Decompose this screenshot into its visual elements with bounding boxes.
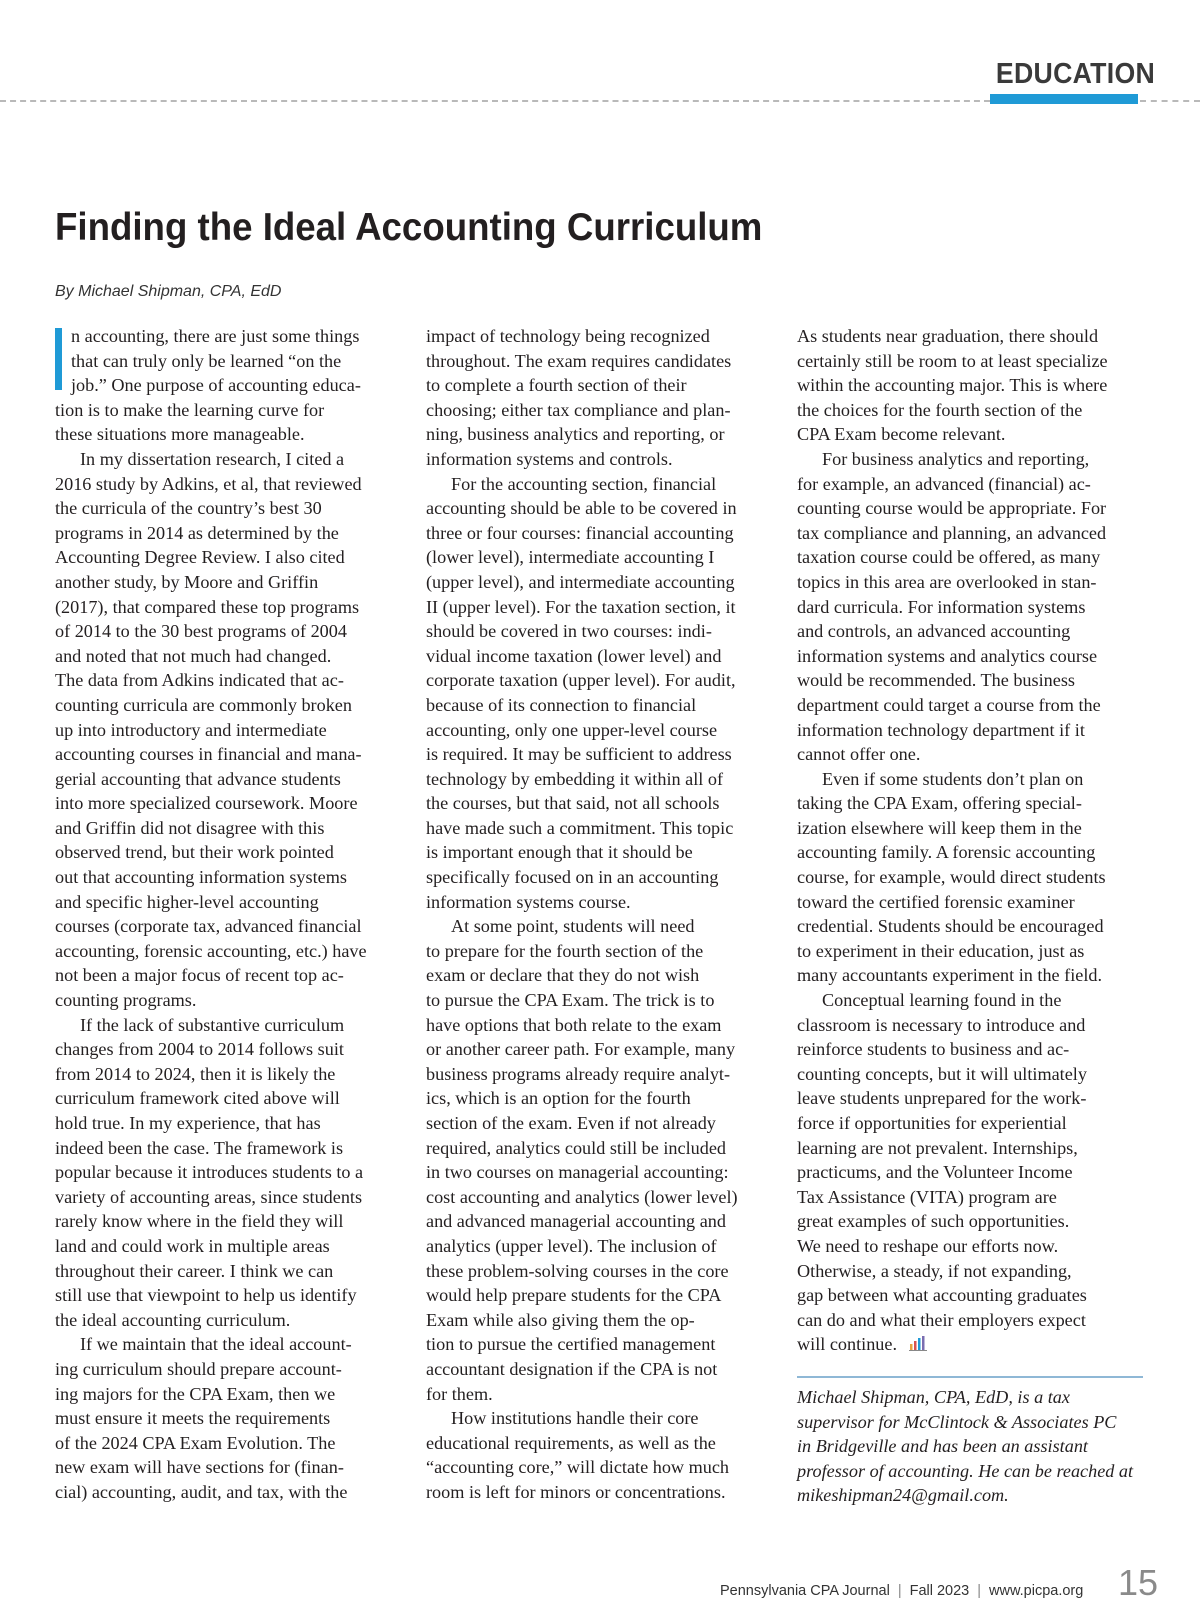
body-line: accounting, only one upper-level course xyxy=(426,719,718,740)
body-line: section of the exam. Even if not already xyxy=(426,1113,716,1133)
body-line: ization elsewhere will keep them in the xyxy=(797,817,1082,838)
body-line: is important enough that it should be xyxy=(426,842,693,863)
body-line: certainly still be room to at least specialize xyxy=(797,350,1108,371)
body-line: Otherwise, a steady, if not expanding, xyxy=(797,1260,1072,1281)
website-link[interactable]: www.picpa.org xyxy=(989,1583,1084,1599)
footer-separator: | xyxy=(897,1583,902,1599)
body-line: and advanced managerial accounting and xyxy=(426,1211,726,1232)
article-title: Finding the Ideal Accounting Curriculum xyxy=(55,206,763,249)
body-line: Conceptual learning found in the xyxy=(822,990,1062,1011)
body-line: of 2014 to the 30 best programs of 2004 xyxy=(55,621,347,642)
body-line: specifically focused on in an accounting xyxy=(426,867,719,888)
body-line: information systems and analytics course xyxy=(797,645,1098,666)
body-line: the curricula of the country’s best 30 xyxy=(55,498,322,519)
body-line: accounting should be able to be covered in xyxy=(426,498,737,519)
body-line: In my dissertation research, I cited a xyxy=(80,448,345,469)
body-line: out that accounting information systems xyxy=(55,867,347,888)
bio-line: professor of accounting. He can be reached at xyxy=(797,1460,1134,1481)
body-line: ing curriculum should prepare account- xyxy=(55,1358,342,1379)
body-line: analytics (upper level). The inclusion of xyxy=(426,1235,717,1256)
body-line: Exam while also giving them the op- xyxy=(426,1309,695,1330)
body-line: room is left for minors or concentrations. xyxy=(426,1481,726,1502)
body-line: technology by embedding it within all of xyxy=(426,768,724,789)
body-line: counting curricula are commonly broken xyxy=(55,694,352,715)
body-line: and Griffin did not disagree with this xyxy=(55,817,325,838)
body-line: throughout. The exam requires candidates xyxy=(426,350,732,371)
body-line: and specific higher-level accounting xyxy=(55,891,319,912)
body-line: ning, business analytics and reporting, or xyxy=(426,424,725,445)
body-line: hold true. In my experience, that has xyxy=(55,1113,321,1133)
body-line: can do and what their employers expect xyxy=(797,1309,1086,1330)
body-line: For business analytics and reporting, xyxy=(822,448,1090,469)
body-line: to experiment in their education, just as xyxy=(797,940,1085,961)
body-line: accounting courses in financial and mana- xyxy=(55,744,362,765)
bar-chart-end-icon xyxy=(909,1335,929,1351)
bio-line: supervisor for McClintock & Associates PC xyxy=(797,1411,1117,1432)
body-line: up into introductory and intermediate xyxy=(55,719,327,740)
body-line: tion to pursue the certified management xyxy=(426,1334,716,1355)
body-line: is required. It may be sufficient to address xyxy=(426,744,732,765)
body-line: the ideal accounting curriculum. xyxy=(55,1309,291,1330)
body-line: Accounting Degree Review. I also cited xyxy=(55,547,345,568)
body-line: impact of technology being recognized xyxy=(426,326,710,346)
body-line: within the accounting major. This is where xyxy=(797,375,1108,396)
body-line: land and could work in multiple areas xyxy=(55,1235,330,1256)
body-line: the courses, but that said, not all schools xyxy=(426,793,720,814)
body-line: throughout their career. I think we can xyxy=(55,1260,334,1281)
body-line: rarely know where in the field they will xyxy=(55,1211,344,1232)
section-accent-bar xyxy=(990,94,1138,104)
body-line: exam or declare that they do not wish xyxy=(426,965,700,986)
body-line: credential. Students should be encouraged xyxy=(797,916,1104,937)
body-line: leave students unprepared for the work- xyxy=(797,1088,1087,1109)
body-line: have made such a commitment. This topic xyxy=(426,817,734,838)
body-line: changes from 2004 to 2014 follows suit xyxy=(55,1039,344,1060)
byline: By Michael Shipman, CPA, EdD xyxy=(55,283,282,300)
body-line: department could target a course from the xyxy=(797,694,1101,715)
body-line: business programs already require analyt- xyxy=(426,1063,731,1084)
body-line: variety of accounting areas, since students xyxy=(55,1186,363,1207)
body-line: (upper level), and intermediate accounting xyxy=(426,571,735,592)
body-line: II (upper level). For the taxation section, it xyxy=(426,596,736,617)
body-line: tion is to make the learning curve for xyxy=(55,399,325,420)
footer-separator: | xyxy=(977,1583,982,1599)
body-line: n accounting, there are just some things xyxy=(71,326,360,346)
body-line-text: will continue. xyxy=(797,1334,898,1355)
body-line: should be covered in two courses: indi- xyxy=(426,621,712,642)
body-line: “accounting core,” will dictate how much xyxy=(426,1457,730,1478)
body-line: CPA Exam become relevant. xyxy=(797,424,1006,445)
body-line: and controls, an advanced accounting xyxy=(797,621,1071,642)
body-line: accounting, forensic accounting, etc.) have xyxy=(55,940,367,961)
body-line: would help prepare students for the CPA xyxy=(426,1285,722,1306)
body-line: information technology department if it xyxy=(797,719,1085,740)
body-line: to prepare for the fourth section of the xyxy=(426,940,704,961)
page-footer xyxy=(720,1583,1083,1599)
body-line: new exam will have sections for (finan- xyxy=(55,1457,344,1478)
bio-email[interactable]: mikeshipman24@gmail.com. xyxy=(797,1485,1009,1506)
body-line: tax compliance and planning, an advanced xyxy=(797,522,1107,543)
page-number: 15 xyxy=(1118,1562,1159,1603)
body-line: three or four courses: financial accounting xyxy=(426,522,734,543)
body-line: must ensure it meets the requirements xyxy=(55,1408,331,1429)
body-line: to pursue the CPA Exam. The trick is to xyxy=(426,990,715,1011)
body-line: vidual income taxation (lower level) and xyxy=(426,645,722,666)
body-line: course, for example, would direct students xyxy=(797,867,1106,888)
bio-line: Michael Shipman, CPA, EdD, is a tax xyxy=(797,1387,1070,1407)
body-line: from 2014 to 2024, then it is likely the xyxy=(55,1063,336,1084)
body-line: We need to reshape our efforts now. xyxy=(797,1235,1059,1256)
body-line: At some point, students will need xyxy=(451,916,695,937)
body-line: observed trend, but their work pointed xyxy=(55,842,334,863)
body-line: into more specialized coursework. Moore xyxy=(55,793,358,814)
author-bio xyxy=(797,1385,1143,1508)
body-line: reinforce students to business and ac- xyxy=(797,1039,1070,1060)
article-column-1 xyxy=(55,324,405,1505)
body-line: not been a major focus of recent top ac- xyxy=(55,965,344,986)
body-line: for example, an advanced (financial) ac- xyxy=(797,473,1091,494)
body-line: many accountants experiment in the field. xyxy=(797,965,1103,986)
body-line: have options that both relate to the exam xyxy=(426,1014,722,1035)
body-line: indeed been the case. The framework is xyxy=(55,1137,344,1158)
body-line: Even if some students don’t plan on xyxy=(822,768,1084,789)
body-line: educational requirements, as well as the xyxy=(426,1432,716,1453)
body-line: 2016 study by Adkins, et al, that reviewed xyxy=(55,473,362,494)
body-line: If we maintain that the ideal account- xyxy=(80,1334,352,1355)
body-line: (lower level), intermediate accounting I xyxy=(426,547,715,568)
body-line: in two courses on managerial accounting: xyxy=(426,1162,729,1183)
body-line: ics, which is an option for the fourth xyxy=(426,1088,691,1109)
journal-name: Pennsylvania CPA Journal xyxy=(720,1583,890,1599)
body-line: programs in 2014 as determined by the xyxy=(55,522,339,543)
body-line: cial) accounting, audit, and tax, with the xyxy=(55,1481,348,1502)
body-line: or another career path. For example, many xyxy=(426,1039,736,1060)
body-line: and noted that not much had changed. xyxy=(55,645,332,666)
body-line: accounting family. A forensic accounting xyxy=(797,842,1096,863)
body-line: accountant designation if the CPA is not xyxy=(426,1358,718,1379)
body-line: job.” One purpose of accounting educa- xyxy=(71,375,361,396)
body-line: great examples of such opportunities. xyxy=(797,1211,1070,1232)
body-line: of the 2024 CPA Exam Evolution. The xyxy=(55,1432,336,1453)
body-line: If the lack of substantive curriculum xyxy=(80,1014,345,1035)
body-line: How institutions handle their core xyxy=(451,1408,699,1429)
body-line: learning are not prevalent. Internships, xyxy=(797,1137,1078,1158)
body-line: topics in this area are overlooked in stan- xyxy=(797,571,1097,592)
body-line: As students near graduation, there should xyxy=(797,326,1099,346)
body-line: because of its connection to financial xyxy=(426,694,697,715)
body-line: For the accounting section, financial xyxy=(451,473,717,494)
body-line: counting concepts, but it will ultimately xyxy=(797,1063,1087,1084)
body-line: the choices for the fourth section of the xyxy=(797,399,1083,420)
body-line: The data from Adkins indicated that ac- xyxy=(55,670,344,691)
article-column-3 xyxy=(797,324,1145,1357)
body-line: toward the certified forensic examiner xyxy=(797,891,1075,912)
body-line: popular because it introduces students to a xyxy=(55,1162,364,1183)
body-line: (2017), that compared these top programs xyxy=(55,596,360,617)
body-line: counting programs. xyxy=(55,990,197,1011)
body-line-last xyxy=(797,1332,1145,1357)
body-line: classroom is necessary to introduce and xyxy=(797,1014,1086,1035)
body-line: choosing; either tax compliance and plan- xyxy=(426,399,731,420)
body-line: that can truly only be learned “on the xyxy=(71,350,342,371)
body-line: taxation course could be offered, as many xyxy=(797,547,1101,568)
body-line: to complete a fourth section of their xyxy=(426,375,687,396)
body-line: counting course would be appropriate. For xyxy=(797,498,1107,519)
body-line: information systems course. xyxy=(426,891,631,912)
body-line: taking the CPA Exam, offering special- xyxy=(797,793,1082,814)
body-line: ing majors for the CPA Exam, then we xyxy=(55,1383,336,1404)
body-line: Tax Assistance (VITA) program are xyxy=(797,1186,1057,1207)
body-line: information systems and controls. xyxy=(426,448,673,469)
header-dashed-rule xyxy=(0,100,990,102)
body-line: gerial accounting that advance students xyxy=(55,768,341,789)
body-line: required, analytics could still be included xyxy=(426,1137,727,1158)
body-line: would be recommended. The business xyxy=(797,670,1075,691)
bio-divider xyxy=(797,1376,1143,1378)
body-line: another study, by Moore and Griffin xyxy=(55,571,319,592)
body-line: these situations more manageable. xyxy=(55,424,305,445)
body-line: cost accounting and analytics (lower level) xyxy=(426,1186,738,1207)
article-column-2 xyxy=(426,324,776,1505)
body-line: force if opportunities for experiential xyxy=(797,1113,1067,1133)
drop-cap-bar xyxy=(55,328,62,390)
header-dashed-rule-right xyxy=(1140,100,1200,102)
issue-date: Fall 2023 xyxy=(909,1583,970,1599)
section-label: EDUCATION xyxy=(995,58,1156,90)
body-line: cannot offer one. xyxy=(797,744,921,765)
body-line: these problem-solving courses in the core xyxy=(426,1260,729,1281)
body-line: curriculum framework cited above will xyxy=(55,1088,340,1109)
body-line: still use that viewpoint to help us identify xyxy=(55,1285,357,1306)
bio-line: in Bridgeville and has been an assistant xyxy=(797,1436,1088,1457)
body-line: for them. xyxy=(426,1383,493,1404)
body-line: courses (corporate tax, advanced financial xyxy=(55,916,362,937)
body-line: practicums, and the Volunteer Income xyxy=(797,1162,1073,1183)
body-line: corporate taxation (upper level). For audit, xyxy=(426,670,736,691)
body-line: gap between what accounting graduates xyxy=(797,1285,1087,1306)
body-line: dard curricula. For information systems xyxy=(797,596,1086,617)
